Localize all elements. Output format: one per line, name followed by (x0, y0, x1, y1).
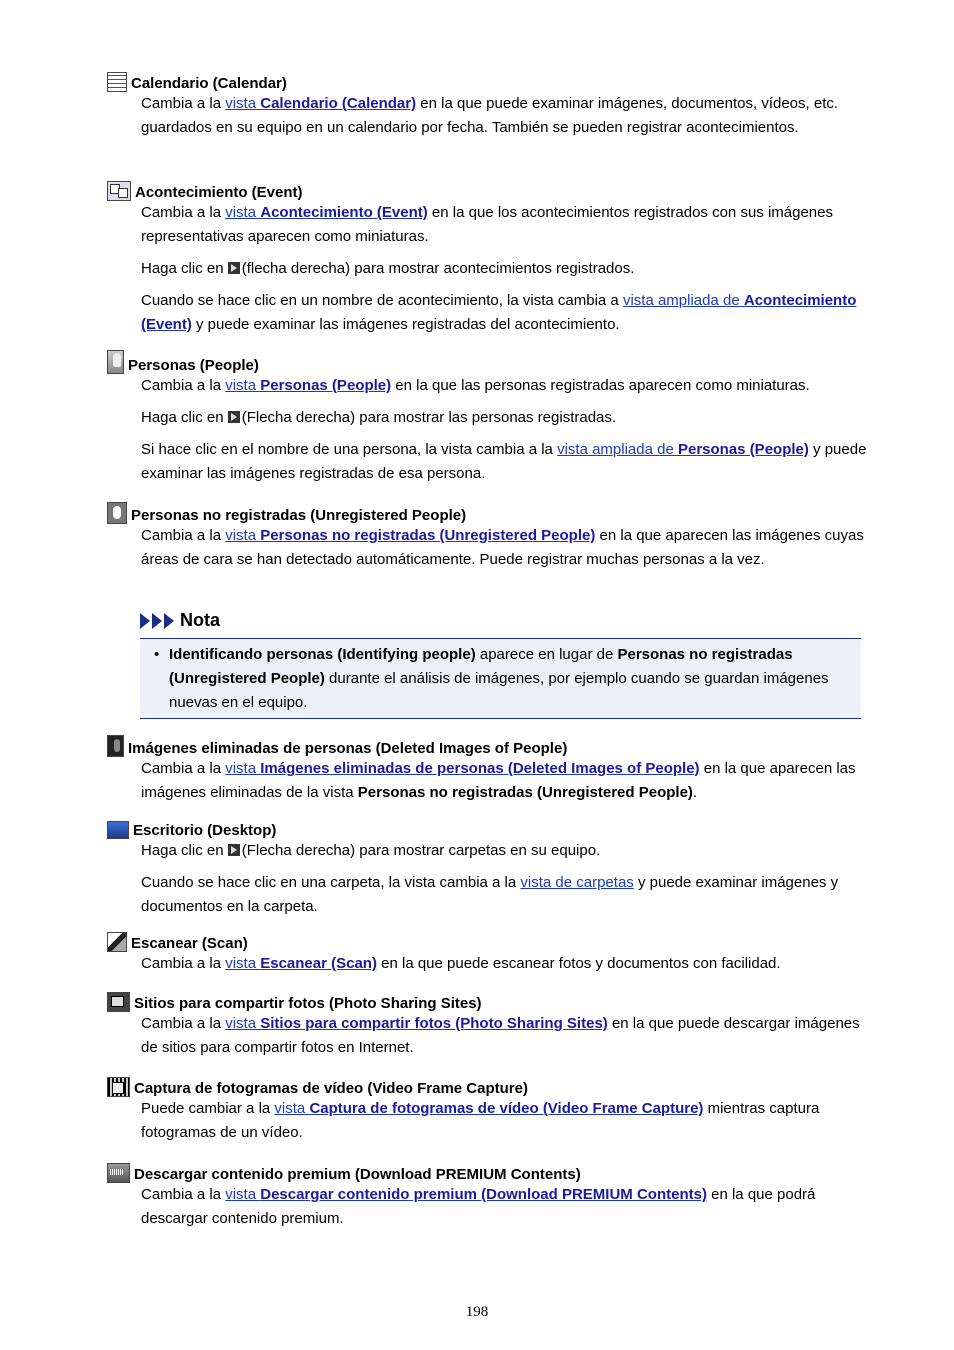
section-unregistered-heading (107, 500, 867, 524)
desktop-icon (107, 821, 129, 839)
scan-view-link[interactable]: vista Escanear (Scan) (225, 955, 377, 972)
section-video-heading (107, 1073, 867, 1097)
paragraph: Haga clic en (flecha derecha) para mostrar acontecimientos registrados. (141, 260, 635, 277)
deleted-images-icon (107, 735, 124, 757)
section-title: Sitios para compartir fotos (Photo Sharing Sites) (134, 995, 482, 1012)
section-title: Personas (People) (128, 357, 259, 374)
right-arrow-icon (228, 844, 240, 856)
paragraph: Si hace clic en el nombre de una persona, la vista cambia a la vista ampliada de Personas (People) y puede examinar las imágenes registradas de esa persona. (141, 441, 867, 482)
note-title: Nota (180, 610, 220, 630)
section-title: Calendario (Calendar) (131, 75, 287, 92)
paragraph: Cambia a la vista Calendario (Calendar) en la que puede examinar imágenes, documentos, vídeos, etc. guardados en su equipo en un calendario por fecha. También se pueden registrar acontecimientos. (141, 95, 839, 136)
note-chevron-icon (140, 613, 176, 629)
section-premium-heading (107, 1159, 867, 1183)
section-unregistered-people (107, 500, 867, 572)
paragraph: Cambia a la vista Imágenes eliminadas de personas (Deleted Images of People) en la que aparecen las imágenes eliminadas de la vista Personas no registradas (Unregistered People). (141, 760, 856, 801)
paragraph: Cambia a la vista Escanear (Scan) en la que puede escanear fotos y documentos con facilidad. (141, 955, 781, 972)
people-expanded-view-link[interactable]: vista ampliada de Personas (People) (557, 441, 809, 458)
photo-sharing-view-link[interactable]: vista Sitios para compartir fotos (Photo Sharing Sites) (225, 1015, 608, 1032)
scan-icon (107, 932, 127, 952)
note-item: • Identificando personas (Identifying people) aparece en lugar de Personas no registradas (Unregistered People) durante el análisis de imágenes, por ejemplo cuando se guardan imágenes nuevas en el equipo. (140, 643, 861, 715)
event-icon (107, 181, 131, 201)
note-box (140, 638, 861, 719)
paragraph: Haga clic en (Flecha derecha) para mostrar carpetas en su equipo. (141, 842, 601, 859)
section-deleted-heading (107, 733, 867, 757)
section-deleted-images (107, 733, 867, 805)
section-people (107, 350, 867, 486)
section-calendar (107, 68, 867, 140)
people-view-link[interactable]: vista Personas (People) (225, 377, 392, 394)
section-title: Acontecimiento (Event) (135, 184, 303, 201)
section-event (107, 177, 867, 337)
section-title: Personas no registradas (Unregistered People) (131, 507, 467, 524)
right-arrow-icon (228, 411, 240, 423)
section-scan-heading (107, 928, 867, 952)
paragraph: Cambia a la vista Acontecimiento (Event) en la que los acontecimientos registrados con sus imágenes representativas aparecen como miniaturas. (141, 204, 833, 245)
section-photo-sharing (107, 988, 867, 1060)
section-sharing-heading (107, 988, 867, 1012)
paragraph: Cambia a la vista Personas no registradas (Unregistered People) en la que aparecen las imágenes cuyas áreas de cara se han detectado automáticamente. Puede registrar muchas personas a la vez. (141, 527, 864, 568)
section-title: Captura de fotogramas de vídeo (Video Frame Capture) (134, 1080, 528, 1097)
video-frame-capture-view-link[interactable]: vista Captura de fotogramas de vídeo (Video Frame Capture) (274, 1100, 704, 1117)
event-view-link[interactable]: vista Acontecimiento (Event) (225, 204, 428, 221)
paragraph: Cambia a la vista Personas (People) en la que las personas registradas aparecen como miniaturas. (141, 377, 810, 394)
paragraph: Cuando se hace clic en un nombre de acontecimiento, la vista cambia a vista ampliada de Acontecimiento (Event) y puede examinar las imágenes registradas del acontecimiento. (141, 292, 857, 333)
right-arrow-icon (228, 262, 240, 274)
premium-view-link[interactable]: vista Descargar contenido premium (Download PREMIUM Contents) (225, 1186, 707, 1203)
section-scan (107, 928, 867, 976)
section-desktop-heading (107, 815, 867, 839)
page-number: 198 (465, 1304, 489, 1320)
paragraph: Puede cambiar a la vista Captura de fotogramas de vídeo (Video Frame Capture) mientras captura fotogramas de un vídeo. (141, 1100, 820, 1141)
section-title: Descargar contenido premium (Download PREMIUM Contents) (134, 1166, 581, 1183)
premium-contents-icon (107, 1163, 130, 1183)
note-header (140, 610, 220, 631)
paragraph: Cambia a la vista Sitios para compartir fotos (Photo Sharing Sites) en la que puede descargar imágenes de sitios para compartir fotos en Internet. (141, 1015, 860, 1056)
section-title: Escritorio (Desktop) (133, 822, 277, 839)
deleted-images-view-link[interactable]: vista Imágenes eliminadas de personas (Deleted Images of People) (225, 760, 700, 777)
section-video-capture (107, 1073, 867, 1145)
section-calendar-heading (107, 68, 867, 92)
section-title: Escanear (Scan) (131, 935, 248, 952)
paragraph: Cambia a la vista Descargar contenido premium (Download PREMIUM Contents) en la que podrá descargar contenido premium. (141, 1186, 816, 1227)
unregistered-people-view-link[interactable]: vista Personas no registradas (Unregistered People) (225, 527, 596, 544)
video-frame-capture-icon (107, 1077, 130, 1097)
photo-sharing-icon (107, 992, 130, 1012)
section-premium (107, 1159, 867, 1231)
calendar-view-link[interactable]: vista Calendario (Calendar) (225, 95, 417, 112)
calendar-icon (107, 72, 127, 92)
people-icon (107, 350, 124, 374)
section-event-heading (107, 177, 867, 201)
section-people-heading (107, 350, 867, 374)
paragraph: Haga clic en (Flecha derecha) para mostrar las personas registradas. (141, 409, 617, 426)
event-expanded-view-link[interactable]: vista ampliada de Acontecimiento (Event) (141, 292, 857, 333)
section-desktop (107, 815, 867, 919)
section-title: Imágenes eliminadas de personas (Deleted Images of People) (128, 740, 568, 757)
folder-view-link[interactable]: vista de carpetas (520, 874, 634, 891)
paragraph: Cuando se hace clic en una carpeta, la vista cambia a la vista de carpetas y puede examinar imágenes y documentos en la carpeta. (141, 874, 839, 915)
unregistered-people-icon (107, 502, 127, 524)
